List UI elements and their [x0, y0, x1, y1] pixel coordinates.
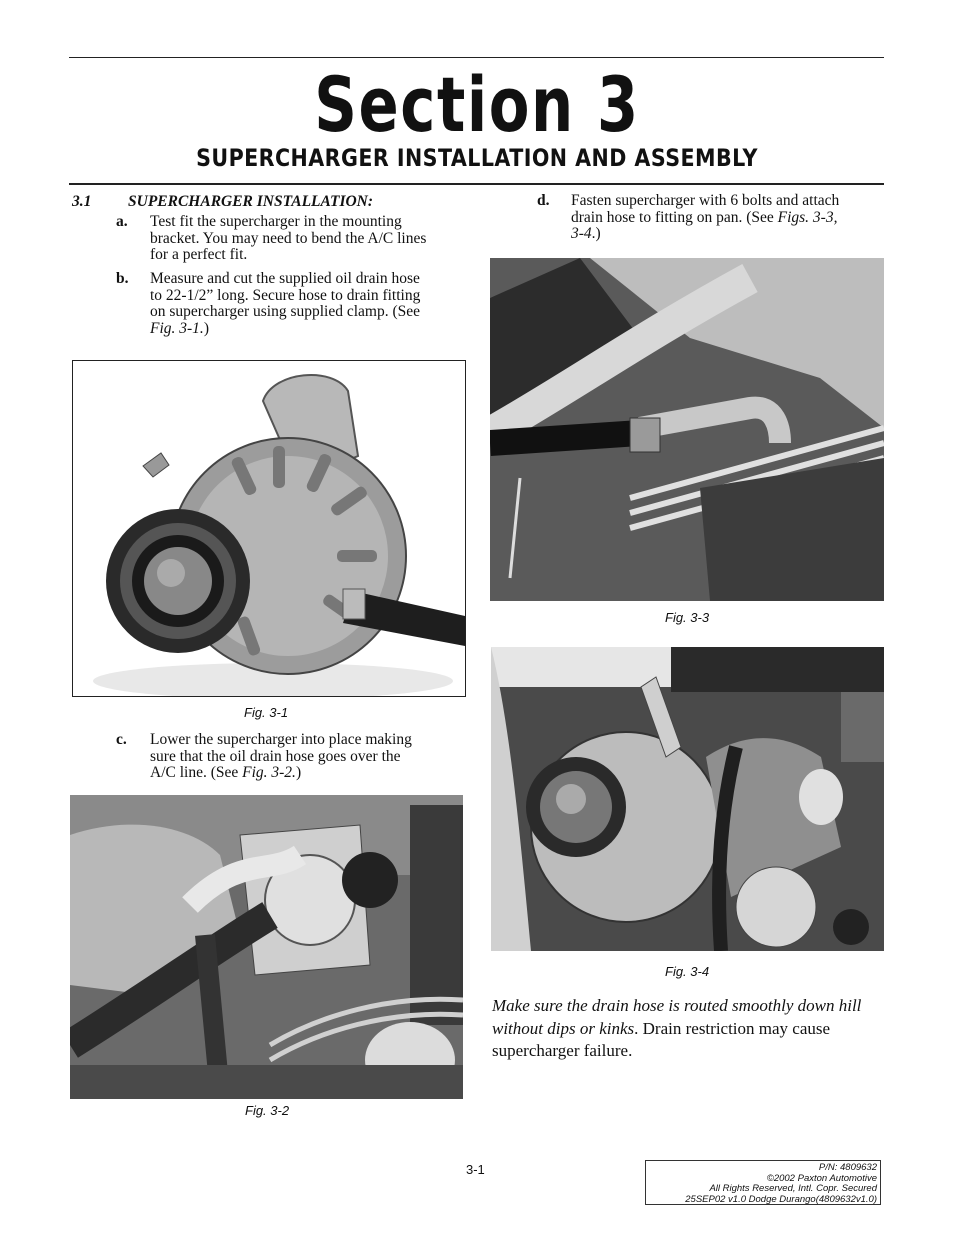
rights-line: All Rights Reserved, Intl. Copr. Secured	[709, 1183, 877, 1195]
step-c	[116, 732, 476, 784]
step-a	[116, 214, 476, 266]
step-text	[571, 193, 839, 243]
step-line: for a perfect fit.	[150, 246, 248, 263]
engine-bay-photo	[70, 795, 463, 1099]
step-line	[150, 765, 412, 782]
figure-reference: Fig. 3-2.	[242, 764, 296, 781]
section-heading	[72, 193, 373, 211]
copyright-line: ©2002 Paxton Automotive	[766, 1172, 877, 1184]
figure-3-3-caption: Fig. 3-3	[665, 610, 710, 625]
page-number: 3-1	[466, 1162, 485, 1177]
step-d	[537, 193, 897, 245]
note-emphasis: Make sure the drain hose is routed smoothly down hill without dips or kinks	[492, 996, 862, 1038]
step-line: on supercharger using supplied clamp. (See	[150, 303, 421, 320]
top-rule	[69, 57, 884, 58]
step-label: a.	[116, 213, 128, 230]
step-text-fragment: )	[295, 764, 302, 781]
step-text-fragment: )	[203, 319, 209, 337]
figure-3-1-caption: Fig. 3-1	[244, 705, 289, 720]
step-label: b.	[116, 270, 129, 287]
section-number: 3.1	[72, 193, 92, 210]
step-line: Measure and cut the supplied oil drain hose	[150, 270, 420, 287]
step-line: sure that the oil drain hose goes over the	[150, 747, 401, 765]
step-label: c.	[116, 731, 127, 748]
step-label: d.	[537, 192, 550, 209]
part-number: P/N: 4809632	[818, 1162, 877, 1173]
step-text	[150, 732, 412, 782]
drain-hose-fitting-photo	[490, 258, 884, 601]
step-text	[150, 214, 426, 264]
version-line: 25SEP02 v1.0 Dodge Durango(4809632v1.0)	[685, 1193, 877, 1205]
figure-reference: 3-4	[571, 225, 592, 242]
figure-3-4-photo	[491, 647, 884, 951]
supercharger-photo	[73, 361, 465, 696]
copyright-box	[645, 1160, 881, 1205]
step-line	[571, 226, 839, 243]
header-rule	[69, 183, 884, 185]
section-subtitle: SUPERCHARGER INSTALLATION AND ASSEMBLY	[196, 144, 758, 172]
step-line: Test fit the supercharger in the mounting	[150, 213, 402, 230]
step-line: bracket. You may need to bend the A/C lines	[150, 229, 427, 247]
figure-3-3-photo	[490, 258, 884, 601]
figure-3-4-caption: Fig. 3-4	[665, 964, 710, 979]
section-title: Section 3	[314, 60, 640, 149]
figure-reference: Figs. 3-3,	[777, 208, 838, 226]
step-text-fragment: drain hose to fitting on pan. (See	[571, 208, 778, 226]
step-b	[116, 271, 476, 341]
step-line	[150, 321, 420, 338]
installed-supercharger-photo	[491, 647, 884, 951]
figure-3-2-photo	[70, 795, 463, 1099]
drain-hose-note	[492, 995, 892, 1063]
figure-reference: Fig. 3-1.	[150, 319, 204, 337]
figure-3-2-caption: Fig. 3-2	[245, 1103, 290, 1118]
step-text	[150, 271, 420, 337]
step-line	[571, 210, 839, 227]
step-line: to 22-1/2” long. Secure hose to drain fitting	[150, 286, 421, 304]
step-line: Fasten supercharger with 6 bolts and attach	[571, 192, 840, 209]
figure-3-1-photo	[72, 360, 466, 697]
step-text-fragment: A/C line. (See	[150, 764, 243, 781]
note-text: . Drain restriction may cause supercharger failure.	[492, 1018, 831, 1060]
section-heading-text: SUPERCHARGER INSTALLATION:	[128, 193, 374, 210]
step-line: Lower the supercharger into place making	[150, 731, 412, 748]
step-text-fragment: .)	[591, 225, 601, 242]
